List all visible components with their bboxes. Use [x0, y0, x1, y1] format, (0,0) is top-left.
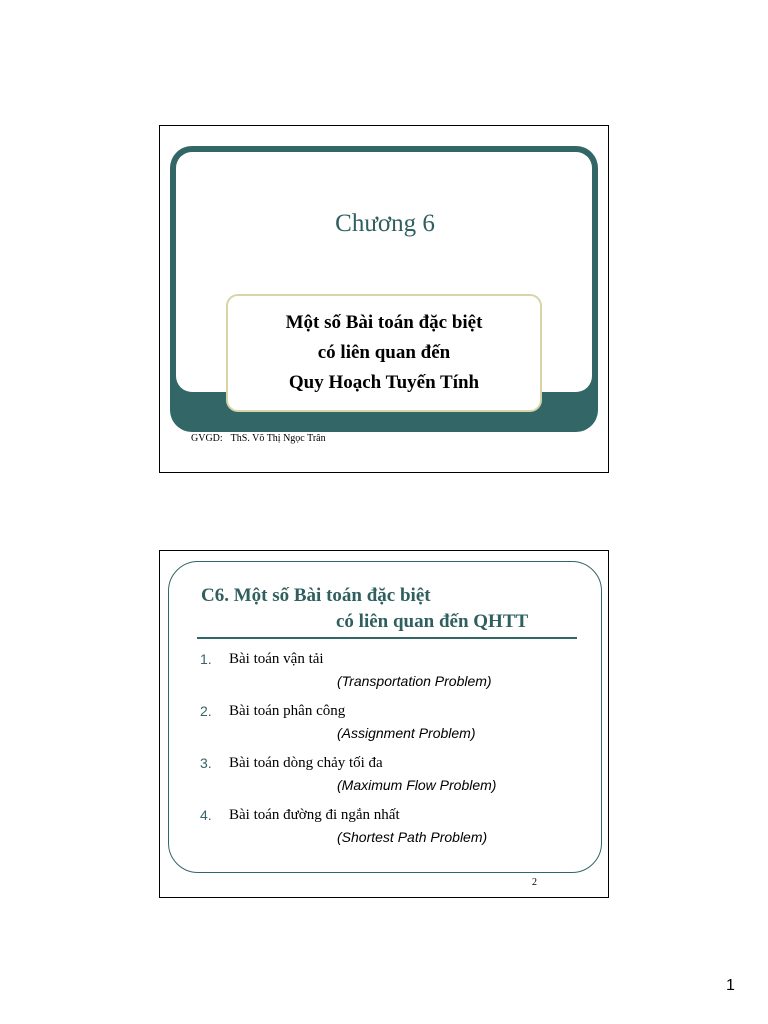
- item-text: Bài toán vận tải: [229, 651, 324, 667]
- slide-number: 2: [532, 877, 537, 888]
- item-number: 3.: [200, 755, 212, 771]
- title-divider: [197, 637, 577, 639]
- item-text: Bài toán dòng chảy tối đa: [229, 755, 383, 771]
- footer-name: ThS. Võ Thị Ngọc Trân: [230, 433, 326, 444]
- subtitle-line-2: có liên quan đến: [317, 342, 451, 363]
- item-text: Bài toán phân công: [229, 703, 346, 719]
- slide-2: [159, 550, 609, 898]
- item-english: (Assignment Problem): [337, 725, 476, 741]
- chapter-title: Chương 6: [335, 210, 435, 237]
- slide-2-title-line-2: có liên quan đến QHTT: [336, 611, 529, 632]
- item-english: (Maximum Flow Problem): [337, 777, 497, 793]
- item-number: 2.: [200, 703, 212, 719]
- page-number: 1: [726, 977, 735, 994]
- subtitle-box: [226, 294, 542, 412]
- subtitle-line-3: Quy Hoạch Tuyến Tính: [288, 372, 480, 393]
- slide-1-footer: [191, 433, 326, 444]
- footer-label: GVGD:: [191, 433, 223, 444]
- slide-1: [159, 125, 609, 473]
- slide-2-title-line-1: C6. Một số Bài toán đặc biệt: [201, 585, 431, 606]
- subtitle-line-1: Một số Bài toán đặc biệt: [285, 312, 483, 333]
- item-english: (Shortest Path Problem): [337, 829, 488, 845]
- item-english: (Transportation Problem): [337, 673, 492, 689]
- item-text: Bài toán đường đi ngắn nhất: [229, 807, 400, 823]
- item-number: 4.: [200, 807, 212, 823]
- item-number: 1.: [200, 651, 212, 667]
